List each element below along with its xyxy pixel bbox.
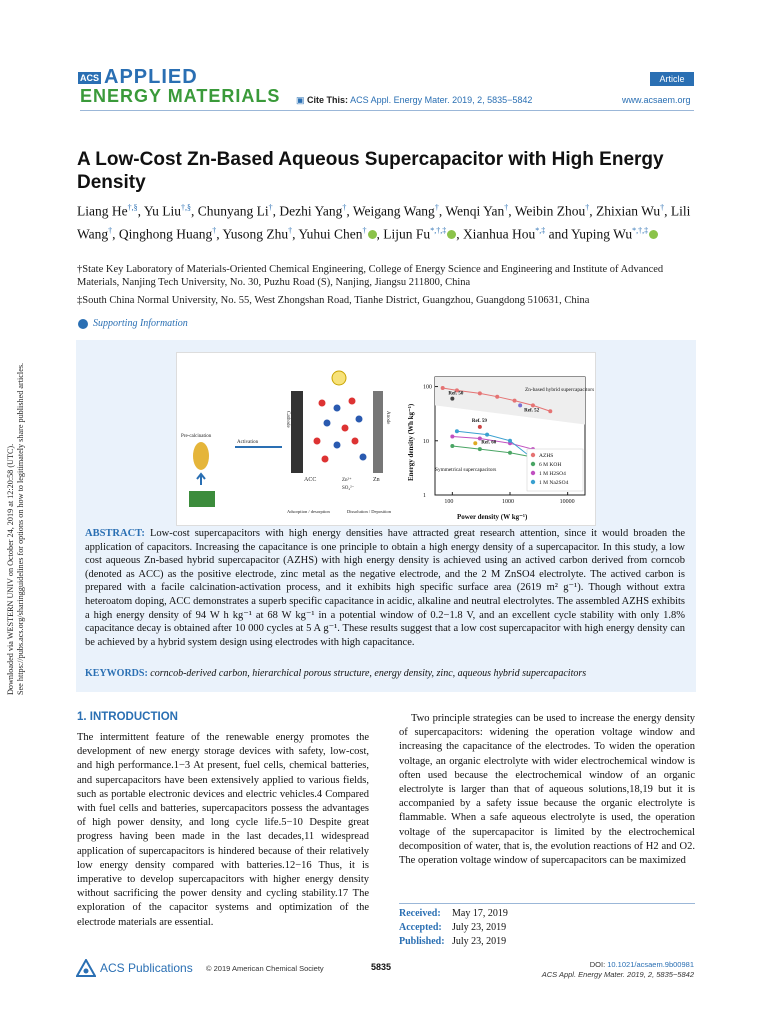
author-affiliation-marks: †	[212, 225, 217, 235]
author-name[interactable]: Dezhi Yang	[279, 203, 343, 219]
supporting-info-icon	[78, 319, 88, 329]
journal-name-line2: ENERGY MATERIALS	[80, 86, 281, 106]
keywords-label: KEYWORDS:	[85, 668, 148, 679]
abstract-body: Low-cost supercapacitors with high energy densities have attracted great research attention, since it would broaden the application of capacitors. Increasing the capacitance is one principle to obtain a high energy density of a supercapacitor. In this study, a low cost aqueous Zn-based hybrid supercapacitor (AZHS) with high energy density is achieved using an actived carbon derived from corncob (denoted as ACC) as the positive electrode, zinc metal as the negative electrode, and the 2 M ZnSO4 electrolyte. The actived carbon is prepared with a facile calcination-activation process, and it exhibits high specific surface area (2619 m² g⁻¹). Though without extra heteroatom doping, ACC demonstrates a superb specific capacitance in acidic, alkaline and neutral electrolytes. The assembled AZHS exhibits a high energy density of 94 W h kg⁻¹ at 68 W kg⁻¹ in a potential window of 0.2−1.8 V, and an excellent cycle stability with only 1.8% capacitance decay is obtained after 10 000 cycles at 5 A g⁻¹. These results suggest that a low cost supercapacitor with high energy density can be achieved by a hybrid system design using electrodes with high capacitance.	[85, 528, 685, 648]
y-tick-label: 100	[423, 384, 432, 391]
data-point-azhs	[495, 395, 499, 399]
data-point-6-m-koh	[478, 447, 482, 451]
data-point-ref-50	[450, 397, 454, 401]
anode-electrode	[373, 391, 383, 473]
supporting-information-link[interactable]	[78, 318, 188, 329]
received-date: May 17, 2019	[452, 908, 508, 919]
ref-label: Ref. 52	[524, 408, 540, 414]
author-affiliation-marks: *,‡	[535, 225, 546, 235]
author-affiliation-marks: †	[268, 203, 273, 212]
author-name[interactable]: Weibin Zhou	[514, 203, 586, 219]
lightbulb-icon	[332, 371, 346, 385]
journal-name-line1: APPLIED	[104, 66, 198, 88]
orcid-icon[interactable]	[447, 230, 456, 239]
publication-dates	[399, 903, 695, 949]
acc-label: ACC	[304, 477, 317, 483]
author-name[interactable]: Wenqi Yan	[445, 203, 505, 219]
acs-logo-icon	[76, 959, 96, 977]
header-divider	[80, 110, 694, 111]
legend-marker	[531, 453, 535, 457]
abstract-label: ABSTRACT:	[85, 528, 145, 539]
chart-xlabel: Power density (W kg⁻¹)	[457, 513, 528, 521]
author-name[interactable]: Yu Liu	[143, 203, 181, 219]
data-point-1-m-na2so4	[508, 439, 512, 443]
intro-column-1: The intermittent feature of the renewable energy promotes the development of new energy storage devices with safety, low-cost, and high performance.1−3 At present, fuel cells, chemical batteries, and supercapacitors have been extensively applied to various fields, such as portable electronic devices and electric vehicles.4 Compared with fuel cells and batteries, supercapacitors possess the advantages of high power density, and long cycle life.5−10 Despite great progress having been made in the last decades,11 widespread application of supercapacitors is hindered because of their relatively low energy density compared with batteries.12−16 Thus, it is imperative to develop supercapacitors with higher energy density without sacrificing the power density and cycling stability.17 The exploration of the capacitor systems and optimization of the electrode materials are essential.	[77, 732, 369, 928]
annotation-zn-hybrid: Zn-based hybrid supercapacitors	[525, 387, 595, 393]
acs-badge: ACS	[80, 73, 100, 83]
x-tick-label: 1000	[502, 499, 514, 505]
data-point-6-m-koh	[508, 451, 512, 455]
zn-label: Zn	[373, 477, 380, 483]
journal-website-link[interactable]: www.acsaem.org	[622, 95, 691, 105]
author-name[interactable]: Weigang Wang	[352, 203, 435, 219]
data-point-ref-60	[473, 441, 477, 445]
author-name[interactable]: Lijun Fu	[383, 226, 431, 241]
zn-ion-label: Zn²⁺	[342, 478, 352, 483]
author-affiliation-marks: †	[362, 225, 367, 235]
legend-label: 1 M H2SO4	[539, 471, 566, 477]
author-name[interactable]: Yuhui Chen	[298, 226, 363, 241]
ref-label: Ref. 50	[448, 391, 464, 397]
received-label: Received:	[399, 908, 441, 919]
data-point-azhs	[513, 399, 517, 403]
cite-label: Cite This:	[307, 95, 349, 105]
article-type-badge: Article	[650, 72, 694, 86]
legend-label: AZHS	[539, 453, 554, 459]
legend-label: 6 M KOH	[539, 462, 562, 468]
x-tick-label: 100	[444, 499, 454, 505]
legend-marker	[531, 480, 535, 484]
orcid-icon[interactable]	[649, 230, 658, 239]
accepted-label: Accepted:	[399, 922, 442, 933]
footer-citation: ACS Appl. Energy Mater. 2019, 2, 5835−5842	[541, 970, 694, 979]
data-point-ref-59	[478, 425, 482, 429]
data-point-azhs	[548, 409, 552, 413]
affiliation-1: †State Key Laboratory of Materials-Oriented Chemical Engineering, College of Energy Science and Engineering and Institute of Advanced Materials, Nanjing Tech University, No. 30, Puzhu Road (S), Nanjing, Jiangsu 211800, China	[77, 264, 664, 288]
data-point-1-m-na2so4	[455, 429, 459, 433]
author-affiliation-marks: †	[108, 225, 113, 235]
data-point-1-m-h2so4	[450, 434, 454, 438]
author-affiliation-marks: *,†,‡	[430, 225, 447, 235]
keywords	[85, 668, 685, 679]
abstract-text	[85, 527, 685, 649]
copyright: © 2019 American Chemical Society	[206, 964, 324, 973]
data-point-6-m-koh	[450, 444, 454, 448]
article-title: A Low-Cost Zn-Based Aqueous Supercapacitor with High Energy Density	[77, 149, 664, 193]
dissolution-label: Dissolution / Deposition	[347, 509, 392, 514]
data-point-azhs	[478, 391, 482, 395]
ragone-chart	[407, 377, 594, 521]
cathode-label: Cathode	[285, 411, 290, 428]
x-tick-label: 10000	[559, 499, 575, 505]
chart-ylabel: Energy density (Wh kg⁻¹)	[407, 403, 415, 481]
download-notice	[0, 350, 30, 695]
page-number: 5835	[371, 962, 392, 972]
adsorption-label: Adsorption / desorption	[287, 509, 330, 514]
author-name[interactable]: Chunyang Li	[197, 203, 269, 219]
author-affiliation-marks: †,§	[180, 203, 191, 212]
author-affiliation-marks: †	[434, 203, 439, 212]
data-point-azhs	[531, 403, 535, 407]
sulfate-ion-label: SO₄²⁻	[342, 486, 355, 491]
data-point-ref-52	[518, 403, 522, 407]
section-heading-introduction: 1. INTRODUCTION	[77, 711, 178, 723]
published-date: July 23, 2019	[452, 936, 507, 947]
y-tick-label: 10	[423, 438, 429, 445]
keywords-text: corncob-derived carbon, hierarchical porous structure, energy density, zinc, aqueous hybrid supercapacitors	[150, 668, 587, 679]
author-affiliation-marks: *,†,‡	[632, 225, 649, 235]
accepted-date: July 23, 2019	[452, 922, 507, 933]
data-point-1-m-na2so4	[485, 433, 489, 437]
orcid-icon[interactable]	[368, 230, 377, 239]
toc-graphic	[176, 352, 596, 526]
process-arrow-icon	[197, 474, 205, 485]
author-name[interactable]: Yuping Wu	[571, 226, 633, 241]
ref-label: Ref. 59	[471, 418, 487, 424]
download-notice-line2[interactable]: See https://pubs.acs.org/sharingguidelines for options on how to legitimately share published articles.	[16, 362, 25, 695]
ref-label: Ref. 60	[481, 440, 497, 446]
electrolyte-ions	[314, 398, 367, 463]
precalcination-label: Pre-calcination	[181, 434, 212, 439]
doi-label: DOI:	[589, 960, 606, 969]
author-name[interactable]: Qinghong Huang	[118, 226, 213, 241]
anode-label: Anode	[385, 411, 390, 425]
cite-reference[interactable]: ACS Appl. Energy Mater. 2019, 2, 5835−5842	[350, 95, 533, 105]
doi-link[interactable]: 10.1021/acsaem.9b00981	[607, 960, 694, 969]
author-name[interactable]: Lili Wang	[77, 203, 691, 241]
carbon-powder-image	[189, 491, 215, 507]
cite-icon: ▣	[296, 95, 305, 105]
author-list: Liang He†,§, Yu Liu†,§, Chunyang Li†, Dezhi Yang†, Weigang Wang†, Wenqi Yan†, Weibin Zhou†, Zhixian Wu†, Lili Wang†, Qinghong Huang†, Yusong Zhu†, Yuhui Chen† , Lijun Fu*,†,‡ , Xianhua Hou*,‡ and Yuping Wu*,†,‡	[77, 203, 691, 241]
download-notice-line1: Downloaded via WESTERN UNIV on October 24, 2019 at 12:20:58 (UTC).	[6, 443, 15, 695]
cite-this[interactable]	[296, 95, 532, 106]
published-label: Published:	[399, 936, 445, 947]
intro-column-2: Two principle strategies can be used to increase the energy density of supercapacitors: widening the operation voltage window and increasing the capacitance of the electrodes. To widen the operation voltage, an organic electrolyte with wider electrochemical window is often used because the electrochemical window of an organic electrolyte is larger than that of aqueous solutions,18,19 but it is accompanied by a safety issue because the organic electrolyte is flammable. When a safe aqueous electrolyte is used, the operation voltage of the supercapacitor is limited by the electrochemical decomposition of water, that is, the evolution reactions of H2 and O2. The operation voltage window of supercapacitors can be maximized	[399, 713, 695, 867]
author-affiliation-marks: †	[585, 203, 590, 212]
author-affiliation-marks: †	[660, 203, 665, 212]
legend-label: 1 M Na2SO4	[539, 480, 569, 486]
author-name[interactable]: Liang He	[77, 203, 128, 219]
publisher-name[interactable]: ACS Publications	[100, 961, 193, 975]
supporting-info-label: Supporting Information	[93, 318, 188, 329]
author-name[interactable]: Zhixian Wu	[596, 203, 661, 219]
cathode-electrode	[291, 391, 303, 473]
data-point-azhs	[441, 386, 445, 390]
doi-block	[520, 960, 694, 980]
annotation-symmetrical: Symmetrical supercapacitors	[435, 467, 497, 473]
author-name[interactable]: Xianhua Hou	[462, 226, 536, 241]
corncob-image	[193, 442, 209, 470]
author-affiliation-marks: †,§	[127, 203, 138, 212]
activation-label: Activation	[237, 440, 259, 445]
author-affiliation-marks: †	[288, 225, 293, 235]
legend-marker	[531, 471, 535, 475]
author-name[interactable]: Yusong Zhu	[222, 226, 289, 241]
author-affiliation-marks: †	[342, 203, 347, 212]
y-tick-label: 1	[423, 493, 426, 499]
affiliation-2: ‡South China Normal University, No. 55, West Zhongshan Road, Tianhe District, Guangzhou, Guangdong 510631, China	[77, 295, 590, 306]
legend-marker	[531, 462, 535, 466]
author-affiliation-marks: †	[504, 203, 509, 212]
